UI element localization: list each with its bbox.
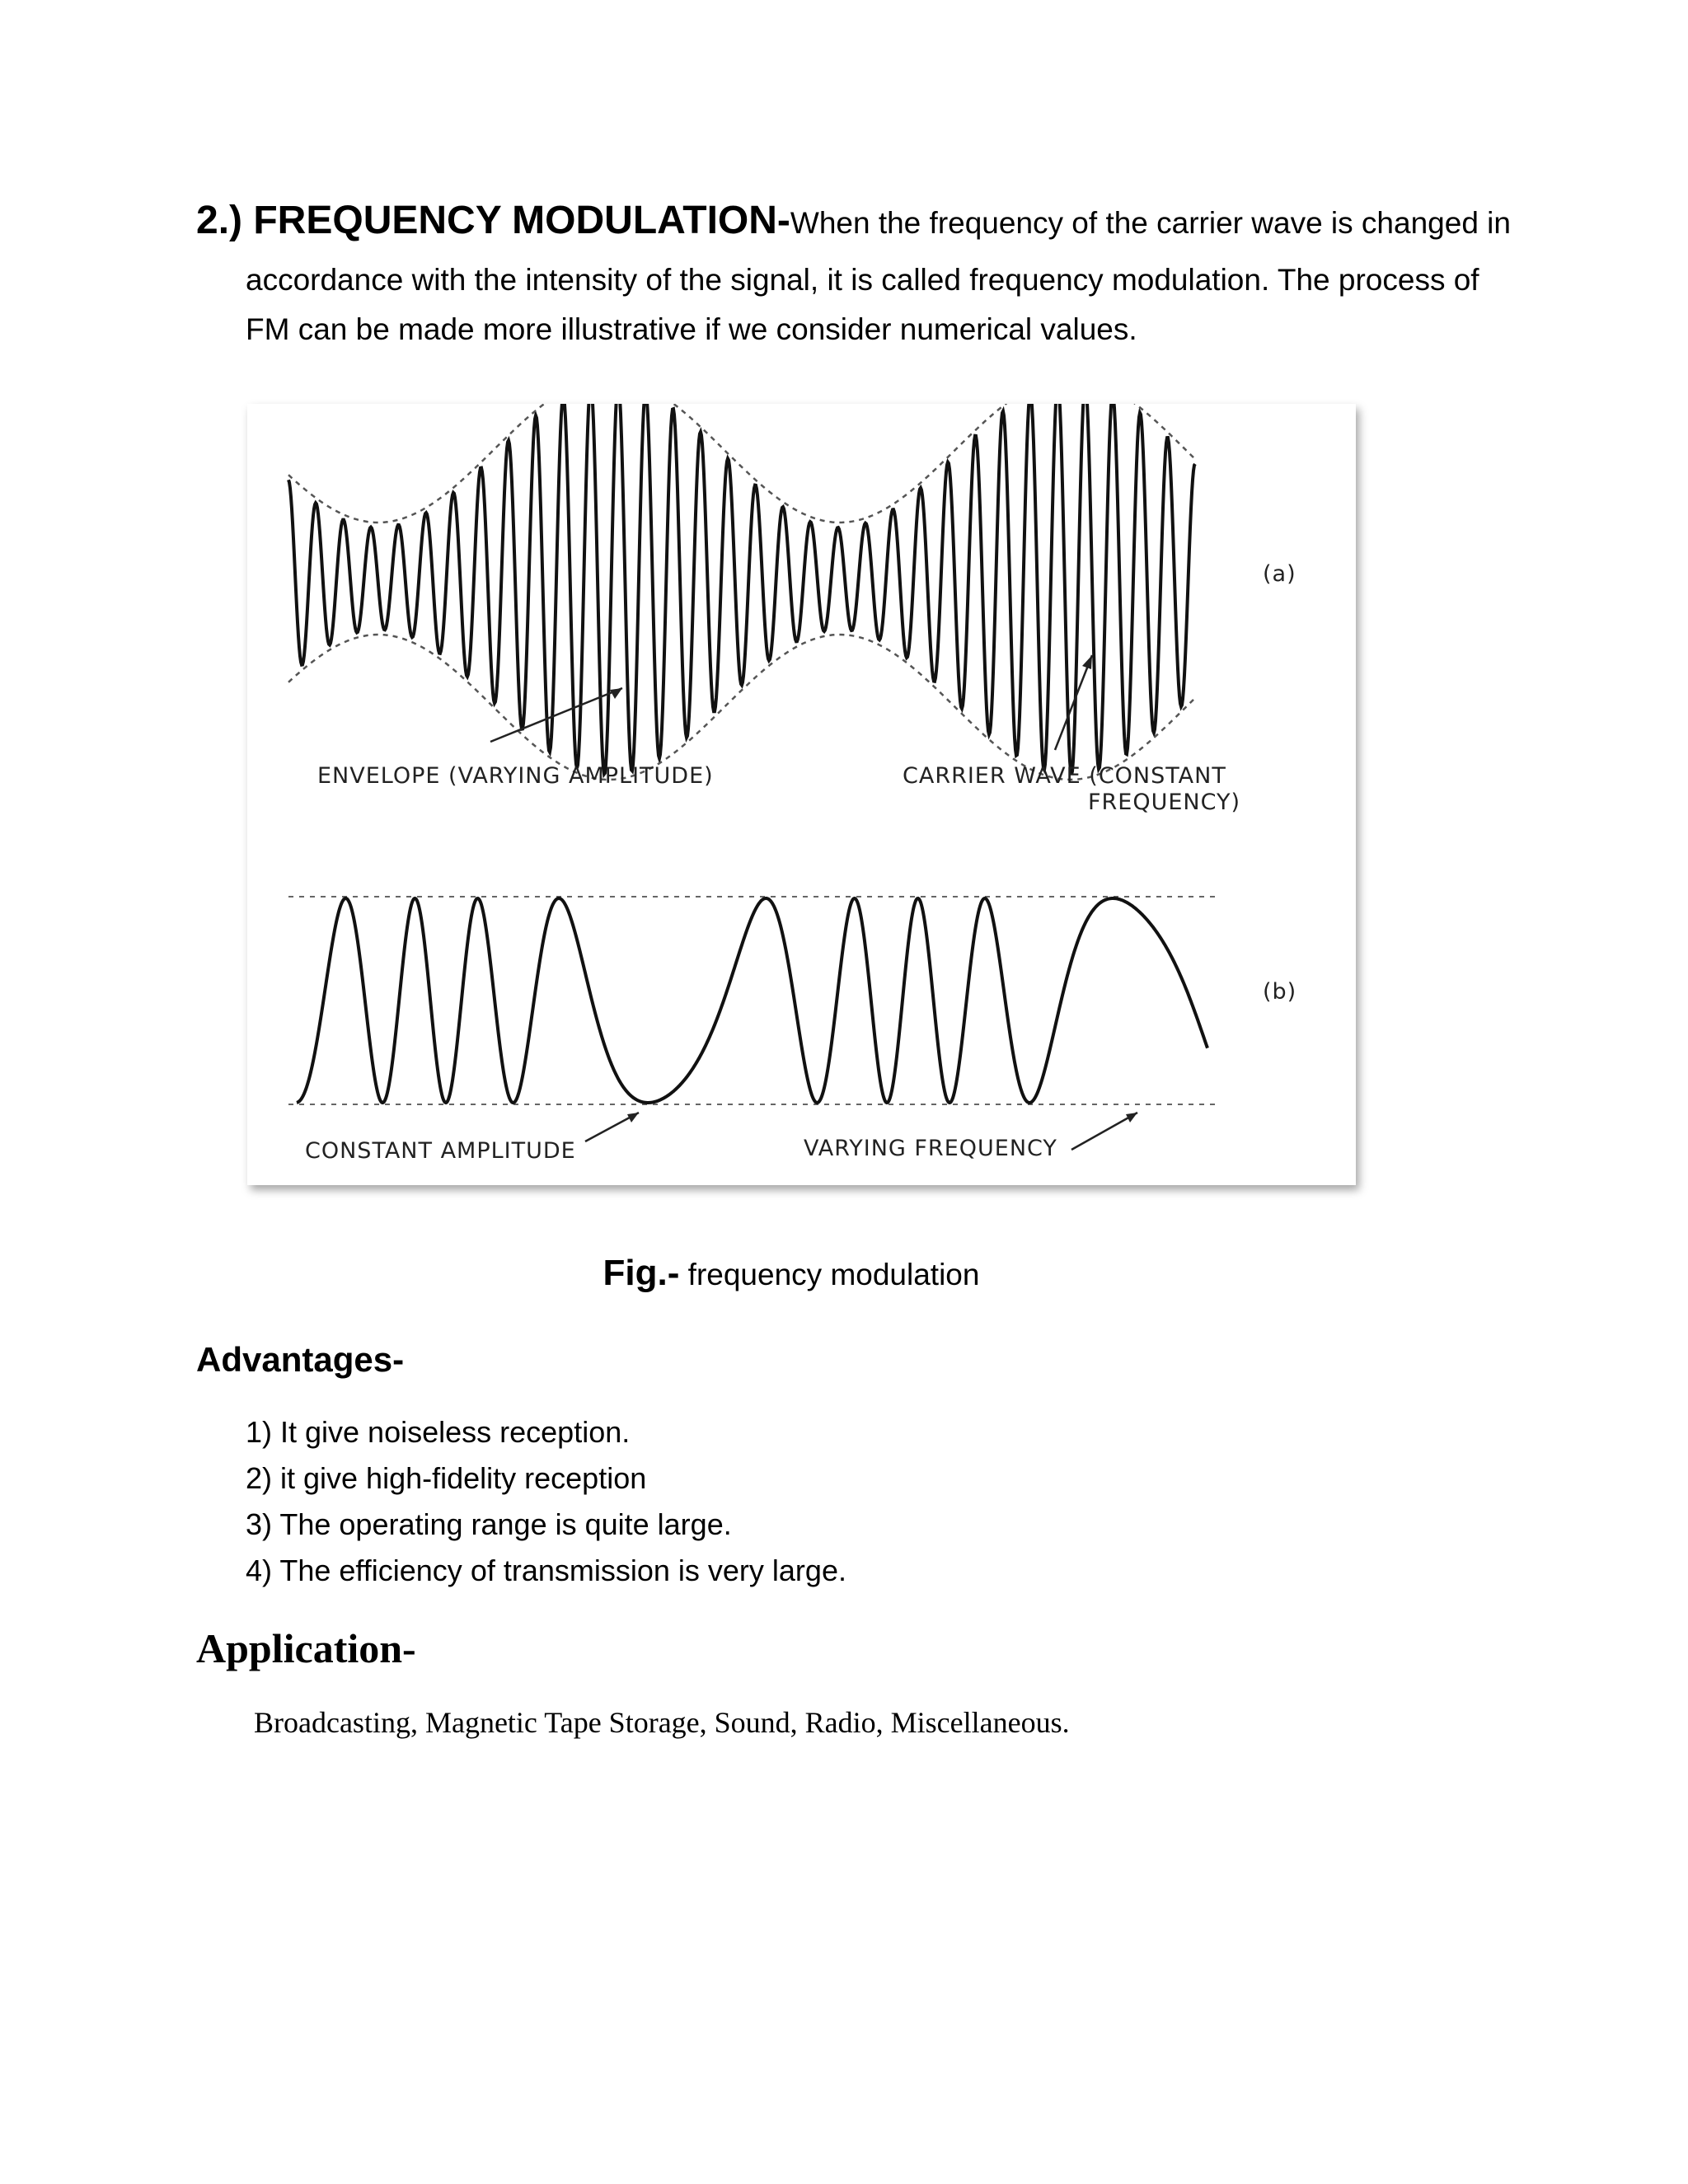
fm-diagram [247,404,1356,1185]
list-item: 3) The operating range is quite large. [246,1507,732,1541]
list-item: 2) it give high-fidelity reception [246,1461,647,1495]
envelope-bottom [288,635,1195,780]
list-item: 4) The efficiency of transmission is very large. [246,1554,846,1587]
fm-figure [247,404,1356,1185]
figure-caption [0,1249,1582,1300]
carrier-wave-a [288,404,1195,775]
varying-frequency-pointer [1071,1113,1137,1150]
intro-line-1: accordance with the intensity of the signal, it is called frequency modulation. The process of [246,263,1479,297]
carrier-label-line1: CARRIER WAVE (CONSTANT [903,763,1226,789]
application-heading: Application- [196,1625,416,1671]
heading-title: 2.) FREQUENCY MODULATION- [196,199,790,242]
section-heading [196,196,1515,248]
intro-line-2: FM can be made more illustrative if we consider numerical values. [246,312,1137,346]
caption-prefix: Fig.- [603,1253,680,1293]
heading-text: When the frequency of the carrier wave is changed in [790,206,1511,240]
varying-frequency-label: VARYING FREQUENCY [804,1136,1057,1161]
panel-b-label: (b) [1263,979,1297,1005]
advantages-list [246,1409,846,1594]
caption-text: frequency modulation [679,1258,980,1291]
panel-a-label: (a) [1263,561,1296,587]
varying-frequency-arrowhead [1126,1113,1137,1122]
envelope-label: ENVELOPE (VARYING AMPLITUDE) [317,763,714,789]
carrier-arrowhead [1082,655,1092,669]
intro-paragraph [246,255,1498,354]
constant-amplitude-label: CONSTANT AMPLITUDE [305,1138,576,1164]
carrier-label-line2: FREQUENCY) [1088,790,1241,815]
constant-amplitude-arrowhead [627,1113,639,1122]
application-text: Broadcasting, Magnetic Tape Storage, Sound, Radio, Miscellaneous. [254,1706,1070,1739]
advantages-heading: Advantages- [196,1340,405,1379]
fm-wave-b [297,898,1207,1103]
list-item: 1) It give noiseless reception. [246,1415,631,1449]
